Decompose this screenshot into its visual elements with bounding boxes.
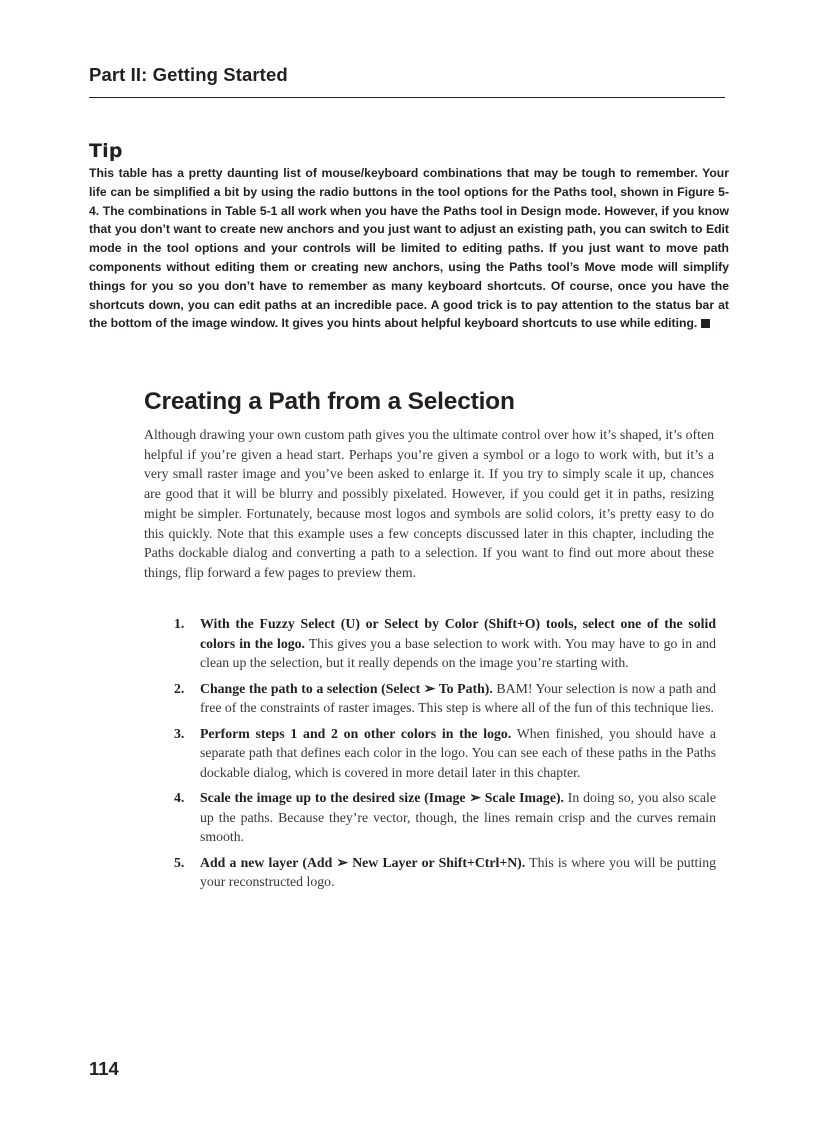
step-lead: With the Fuzzy Select (U) or Select by Color (Shift+O) tools, select one of the solid colors in the logo. [200,616,716,651]
step-lead: Perform steps 1 and 2 on other colors in the logo. [200,725,512,741]
step-item [144,853,716,892]
step-number: 5. [174,854,185,870]
step-text: BAM! Your selection is now a path and free of the constraints of raster images. This step is where all of the fun of this technique lies. [200,680,716,715]
step-item [144,788,716,847]
step-lead: Scale the image up to the desired size (Image ➢ Scale Image). [200,790,564,805]
section-intro-paragraph: Although drawing your own custom path gives you the ultimate control over how it’s shaped, it’s often helpful if you’re given a head start. Perhaps you’re given a symbol or a logo to work with, but it’s a very small raster image and you’ve been asked to enlarge it. If you try to simply scale it up, chances are good that it will be blurry and possibly pixelated. However, if you could get it in paths, resizing might be simpler. Fortunately, because most logos and symbols are solid colors, it’s pretty easy to do this quickly. Note that this example uses a few concepts discussed later in this chapter, including the Paths dockable dialog and converting a path to a selection. If you want to find out more about these things, flip forward a few pages to preview them. [144,427,714,580]
step-number: 2. [174,680,185,696]
tip-text: This table has a pretty daunting list of mouse/keyboard combinations that may be tough to remember. Your life can be simplified a bit by using the radio buttons in the tool options for the Paths tool, shown in Figure 5-4. The combinations in Table 5-1 all work when you have the Paths tool in Design mode. However, if you know that you don’t want to create new anchors and you just want to adjust an existing path, you can switch to Edit mode in the tool options and your controls will be limited to editing paths. If you just want to move path components without editing them or creating new anchors, using the Paths tool’s Move mode will simplify things for you so you don’t have to remember as many keyboard shortcuts. Of course, once you have the shortcuts down, you can edit paths at an incredible pace. A good trick is to pay attention to the status bar at the bottom of the image window. It gives you hints about helpful keyboard shortcuts to use while editing. [89,166,729,331]
step-number: 4. [174,790,185,805]
running-head: Part II: Getting Started [89,64,288,85]
header-rule [89,97,725,98]
step-text: When finished, you should have a separate path that defines each color in the logo. You can see each of these paths in the Paths dockable dialog, which is covered in more detail later in this chapter. [200,725,716,780]
section-title: Creating a Path from a Selection [144,388,515,415]
tip-body [89,164,729,333]
tip-heading: Tip [89,140,123,162]
steps-list [144,614,716,898]
end-of-tip-square-icon [701,319,710,328]
step-text: This gives you a base selection to work with. You may have to go in and clean up the selection, but it really depends on the image you’re starting with. [200,635,717,670]
step-number: 3. [174,725,185,741]
step-lead: Change the path to a selection (Select ➢ To Path). [200,680,493,696]
step-number: 1. [174,616,185,631]
step-item [144,614,716,673]
step-lead: Add a new layer (Add ➢ New Layer or Shift+Ctrl+N). [200,854,526,870]
step-item [144,724,716,783]
step-item [144,679,716,718]
step-text: This is where you will be putting your reconstructed logo. [200,854,717,889]
page-number: 114 [89,1058,119,1079]
step-text: In doing so, you also scale up the paths. Because they’re vector, though, the lines remain crisp and the curves remain smooth. [200,790,716,844]
